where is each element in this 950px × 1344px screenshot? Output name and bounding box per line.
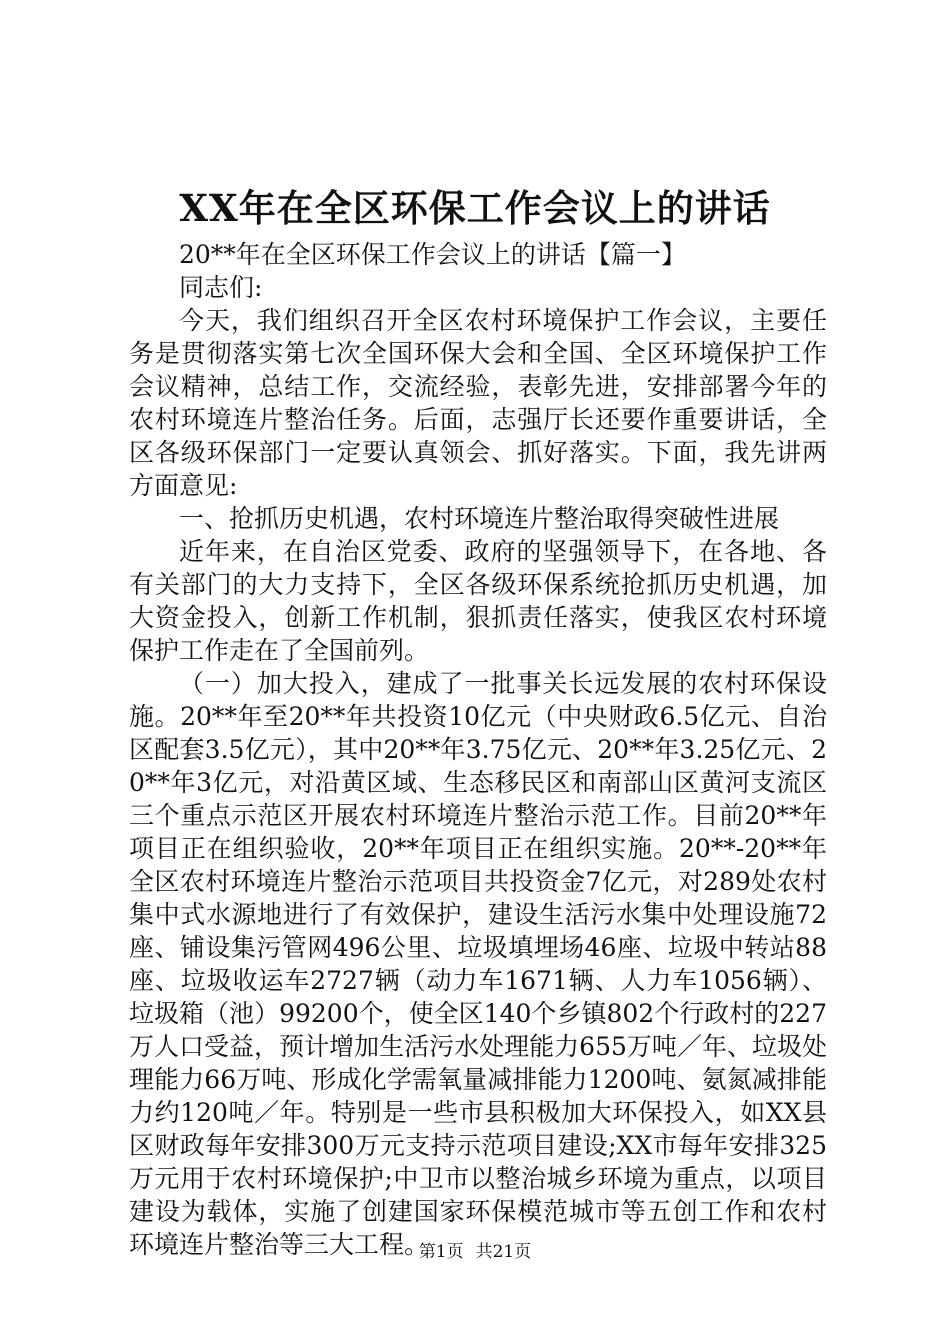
page-number: 第1页 (418, 1242, 464, 1262)
body-paragraph: 今天，我们组织召开全区农村环境保护工作会议，主要任务是贯彻落实第七次全国环保大会和全国、全区环境保护工作会议精神，总结工作，交流经验，表彰先进，安排部署今年的农村环境连片整治任务。后面，志强厅长还要作重要讲话，全区各级环保部门一定要认真领会、抓好落实。下面，我先讲两方面意见: (129, 306, 827, 500)
salutation: 同志们: (179, 273, 263, 302)
page-total: 共21页 (475, 1242, 532, 1262)
body-paragraph: 近年来，在自治区党委、政府的坚强领导下，在各地、各有关部门的大力支持下，全区各级环保系统抢抓历史机遇，加大资金投入，创新工作机制，狠抓责任落实，使我区农村环境保护工作走在了全国前列。 (129, 537, 827, 665)
document-body (129, 238, 827, 1261)
body-paragraph: （一）加大投入，建成了一批事关长远发展的农村环保设施。20**年至20**年共投资10亿元（中央财政6.5亿元、自治区配套3.5亿元），其中20**年3.75亿元、20**年3.25亿元、20**年3亿元，对沿黄区域、生态移民区和南部山区黄河支流区三个重点示范区开展农村环境连片整治示范工作。目前20**年项目正在组织验收，20**年项目正在组织实施。20**-20**年全区农村环境连片整治示范项目共投资金7亿元，对289处农村集中式水源地进行了有效保护，建设生活污水集中处理设施72座、铺设集污管网496公里、垃圾填埋场46座、垃圾中转站88座、垃圾收运车2727辆（动力车1671辆、人力车1056辆）、垃圾箱（池）99200个，使全区140个乡镇802个行政村的227万人口受益，预计增加生活污水处理能力655万吨／年、垃圾处理能力66万吨、形成化学需氧量减排能力1200吨、氨氮减排能力约120吨／年。特别是一些市县积极加大环保投入，如XX县区财政每年安排300万元支持示范项目建设;XX市每年安排325万元用于农村环境保护;中卫市以整治城乡环境为重点，以项目建设为载体，实施了创建国家环保模范城市等五创工作和农村环境连片整治等三大工程。 (129, 669, 827, 1259)
subtitle: 20**年在全区环保工作会议上的讲话【篇一】 (179, 240, 686, 269)
page-footer (0, 1240, 950, 1264)
document-title: XX年在全区环保工作会议上的讲话 (179, 186, 771, 230)
section-heading: 一、抢抓历史机遇，农村环境连片整治取得突破性进展 (179, 504, 780, 533)
